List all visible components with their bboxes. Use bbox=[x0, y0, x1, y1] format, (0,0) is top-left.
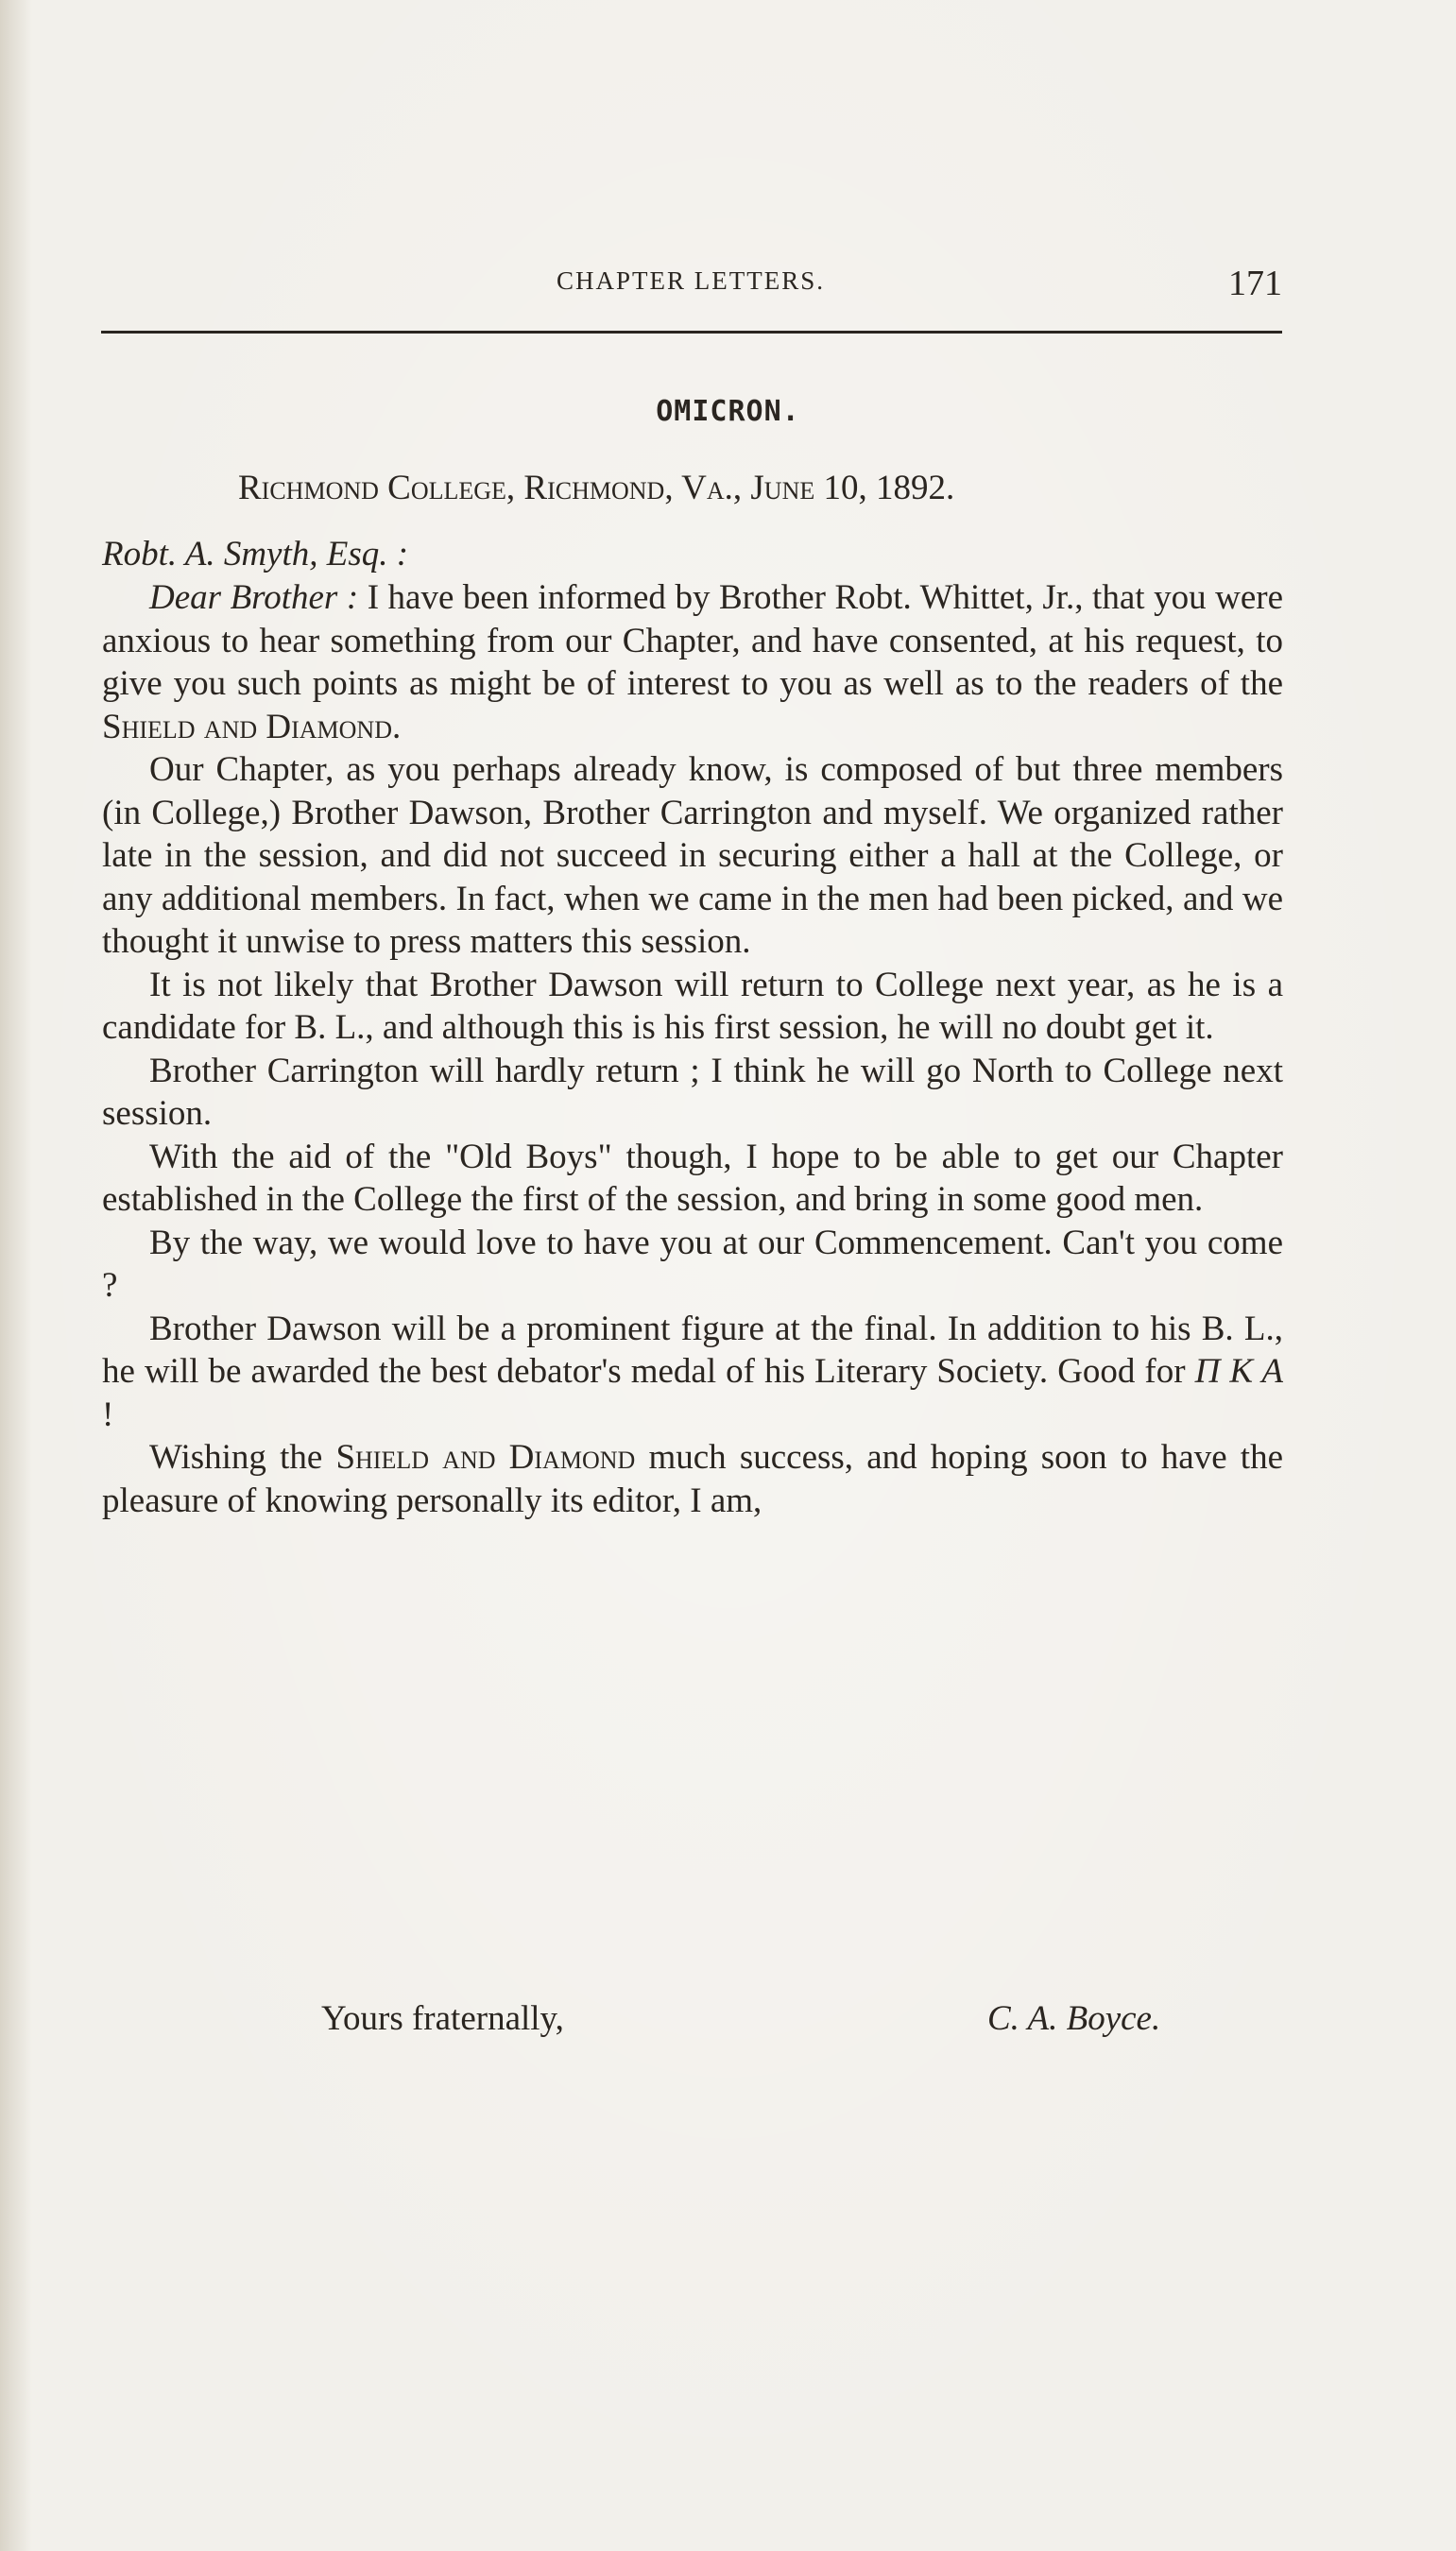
paragraph: Brother Carrington will hardly return ; I think he will go North to College next session. bbox=[102, 1051, 1283, 1133]
paragraph-text: Wishing the bbox=[149, 1438, 336, 1477]
paragraph: By the way, we would love to have you at our Commencement. Can't you come ? bbox=[102, 1223, 1283, 1305]
paragraph bbox=[102, 1308, 1283, 1437]
paragraph: It is not likely that Brother Dawson will return to College next year, as he is a candidate for B. L., and although this is his first session, he will no doubt get it. bbox=[102, 965, 1283, 1047]
dateline: Richmond College, Richmond, Va., June 10, 1892. bbox=[238, 469, 955, 507]
section-title: OMICRON. bbox=[656, 395, 800, 428]
signature: C. A. Boyce. bbox=[987, 1999, 1161, 2038]
paragraph-text: . bbox=[391, 707, 402, 746]
running-head: CHAPTER LETTERS. bbox=[556, 266, 825, 295]
header-rule bbox=[101, 331, 1282, 334]
page-edge-shadow bbox=[0, 0, 32, 2551]
fraternity-letters: Π Κ Α bbox=[1194, 1352, 1283, 1391]
page-header bbox=[99, 266, 1282, 314]
journal-name: Shield and Diamond bbox=[102, 707, 392, 746]
paragraph: Our Chapter, as you perhaps already know, is composed of but three members (in College,) Brother Dawson, Brother Carrington and myself. We organized rather late in the session, and did not succeed in securing either a hall at the College, or any additional members. In fact, when we came in the men had been picked, and we thought it unwise to press matters this session. bbox=[102, 750, 1283, 961]
paragraph bbox=[102, 1436, 1283, 1522]
greeting: Dear Brother : bbox=[149, 578, 359, 617]
paragraph-text: Brother Dawson will be a prominent figure at the final. In addition to his B. L., he will be awarded the best debator's medal of his Literary Society. Good for bbox=[102, 1309, 1283, 1391]
letter-body bbox=[102, 576, 1283, 1522]
page-number: 171 bbox=[1228, 264, 1282, 303]
paragraph-text: I have been informed by Brother Robt. Whittet, Jr., that you were anxious to hear something from our Chapter, and have consented, at his request, to give you such points as might be of interest to you as well as to the readers of the bbox=[102, 578, 1283, 703]
journal-name: Shield and Diamond bbox=[335, 1438, 636, 1477]
valediction: Yours fraternally, bbox=[321, 1999, 564, 2038]
paragraph-text: ! bbox=[102, 1395, 114, 1434]
salutation: Robt. A. Smyth, Esq. : bbox=[102, 535, 409, 574]
paragraph-text: much success, and hoping soon to have the pleasure of knowing personally its editor, I am, bbox=[102, 1438, 1283, 1520]
paragraph: With the aid of the "Old Boys" though, I hope to be able to get our Chapter established in the College the first of the session, and bring in some good men. bbox=[102, 1137, 1283, 1219]
paragraph bbox=[102, 576, 1283, 748]
